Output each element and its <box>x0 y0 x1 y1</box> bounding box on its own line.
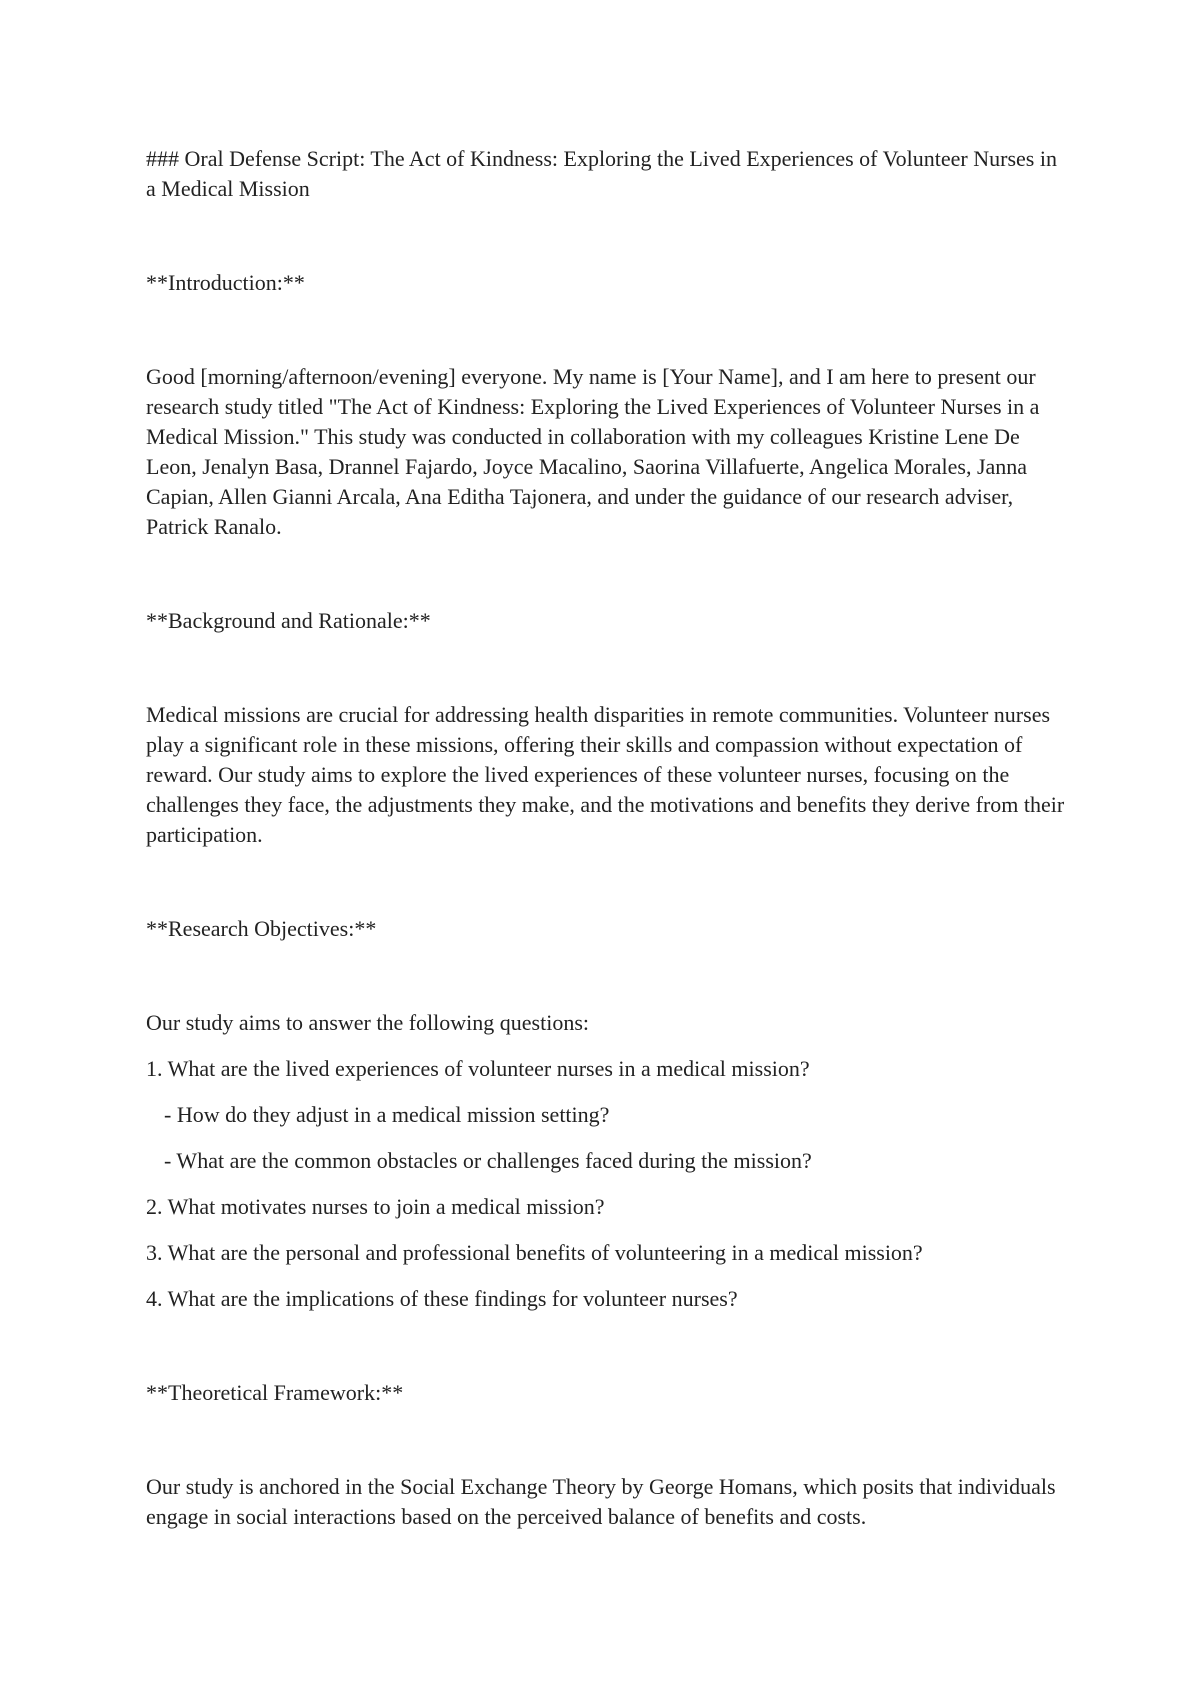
document-title: ### Oral Defense Script: The Act of Kindness: Exploring the Lived Experiences of Volunteer Nurses in a Medical Mission <box>146 146 1057 201</box>
background-paragraph: Medical missions are crucial for addressing health disparities in remote communities. Volunteer nurses play a significant role in these missions, offering their skills and compassion without expectation of reward. Our study aims to explore the lived experiences of these volunteer nurses, focusing on the challenges they face, the adjustments they make, and the motivations and benefits they derive from their participation. <box>146 702 1065 847</box>
framework-heading: **Theoretical Framework:** <box>146 1380 404 1405</box>
objective-item-3: 3. What are the personal and professional benefits of volunteering in a medical mission? <box>146 1240 923 1265</box>
objective-item-1: 1. What are the lived experiences of volunteer nurses in a medical mission? <box>146 1056 810 1081</box>
objective-item-2: 2. What motivates nurses to join a medical mission? <box>146 1194 605 1219</box>
introduction-paragraph: Good [morning/afternoon/evening] everyone. My name is [Your Name], and I am here to present our research study titled "The Act of Kindness: Exploring the Lived Experiences of Volunteer Nurses in a Medical Mission." This study was conducted in collaboration with my colleagues Kristine Lene De Leon, Jenalyn Basa, Drannel Fajardo, Joyce Macalino, Saorina Villafuerte, Angelica Morales, Janna Capian, Allen Gianni Arcala, Ana Editha Tajonera, and under the guidance of our research adviser, Patrick Ranalo. <box>146 364 1040 539</box>
document-body <box>146 144 1071 1532</box>
introduction-heading: **Introduction:** <box>146 270 305 295</box>
objective-item-4: 4. What are the implications of these findings for volunteer nurses? <box>146 1286 738 1311</box>
background-heading: **Background and Rationale:** <box>146 608 431 633</box>
objective-subitem-adjust: - How do they adjust in a medical mission setting? <box>164 1102 610 1127</box>
objectives-intro: Our study aims to answer the following questions: <box>146 1010 590 1035</box>
objectives-heading: **Research Objectives:** <box>146 916 377 941</box>
framework-paragraph: Our study is anchored in the Social Exchange Theory by George Homans, which posits that individuals engage in social interactions based on the perceived balance of benefits and costs. <box>146 1474 1056 1529</box>
objective-subitem-obstacles: - What are the common obstacles or challenges faced during the mission? <box>164 1148 812 1173</box>
